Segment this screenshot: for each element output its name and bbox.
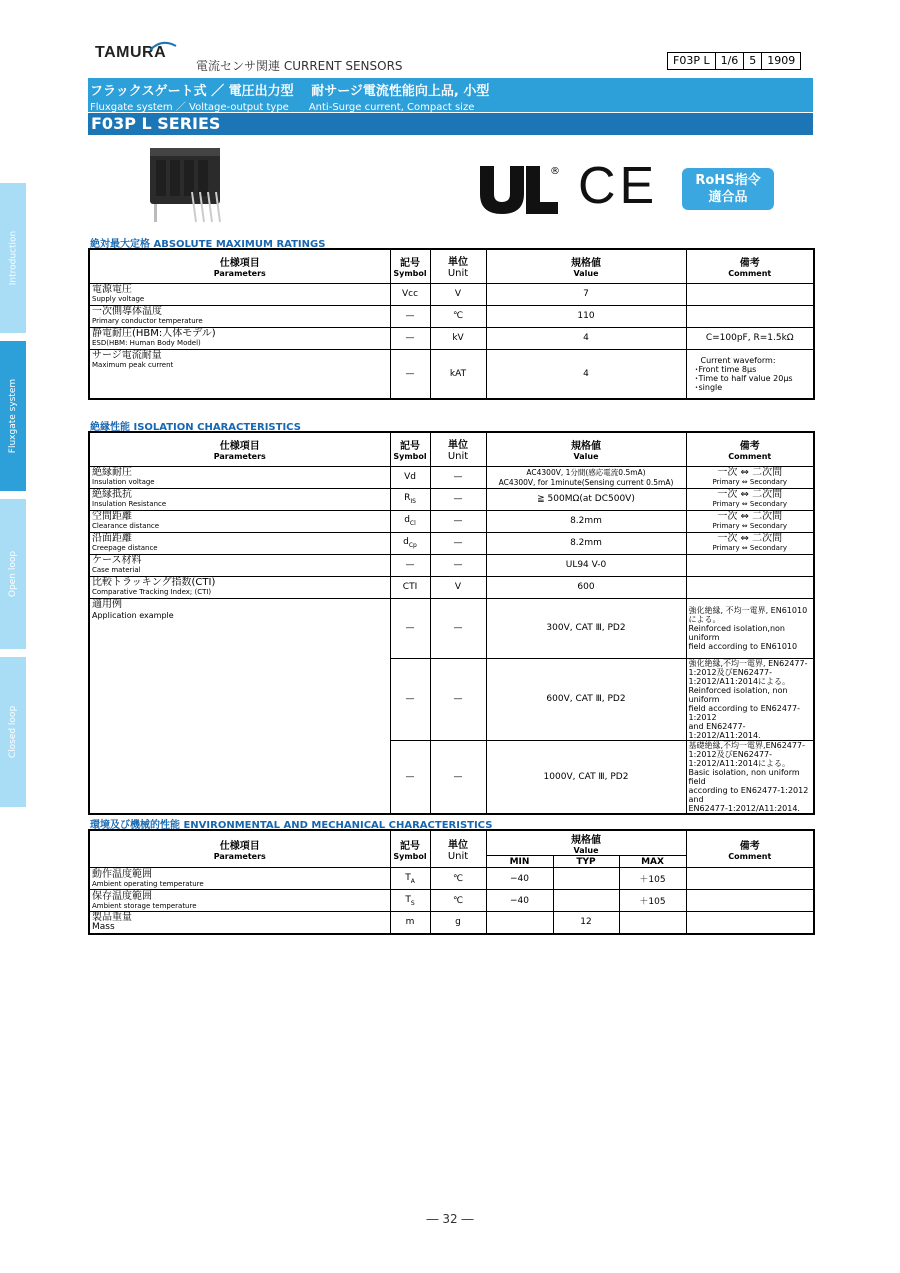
tamura-logo: TAMURA [95,44,167,61]
ul-logo-icon [476,160,566,216]
rohs-line1: RoHS指令 [695,173,761,188]
series-bar [88,113,813,135]
doc-id-box [667,52,801,70]
table-row: 電源電圧 Supply voltage Vcc V 7 [89,283,814,305]
table-row: 適用例 Application example — — 300V, CAT Ⅲ, PD2 強化絶縁, 不均一電界, EN61010 による。 Reinforced isolation,non uniform field according to EN61010 [89,598,814,658]
series-title: F03P L SERIES [91,114,221,133]
side-tab-closed-loop[interactable]: Closed loop [0,657,26,807]
isolation-table: 仕様項目 Parameters 記号 Symbol 単位 Unit 規格値 Value 備考 Comment 絶縁耐圧 Insulation voltage Vd — AC4300V, 1分間(感応電流0.5mA) AC4300V, for 1minute(Sensing current 0.5mA) 一次 ⇔ 二次間 Primary ⇔ Secondary 絶縁抵抗 Insulation Resistance $R_{IS}$ — ≧ 500MΩ(at DC500V) 一次 ⇔ 二次間 Primary ⇔ Secondary 空間距離 Clearance distance $d_{Cl}$ — 8.2mm 一次 ⇔ 二次間 Primary ⇔ Secondary 沿面距離 Creepage distance $d_{Cp}$ — 8.2mm 一次 ⇔ 二次間 Primary ⇔ Secondary ケース材料 Case material — — UL94 V-0 比較トラッキング指数(CTI) Comparative Tracking Index; (CTI) CTI V 600 適用例 Application example — — 300V, CAT Ⅲ, PD2 強化絶縁, 不均一電界, EN61010 による。 Reinforced isolation,non uniform field according to EN61010 — — 600V, CAT Ⅲ, PD2 強化絶縁,不均一電界, EN62477- 1:2012及びEN62477- 1:2012/A11:2014による。 Reinforced isolation, non uniform field according to EN62477-1:2012 and EN62477-1:2012/A11:2014. — — 1000V, CAT Ⅲ, PD2 基礎絶縁,不均一電界,EN62477- 1:2012及びEN62477- 1:2012/A11:2014による。 Basic isolation, non uniform field according to EN62477-1:2012 and EN62477-1:2012/A11:2014. [88,431,815,815]
title-jp: フラックスゲート式 ／ 電圧出力型 耐サージ電流性能向上品, 小型 [90,84,490,99]
product-image [146,142,236,227]
table-row: サージ電流耐量 Maximum peak current — kAT 4 Current waveform: ･Front time 8μs ･Time to half value 20μs ･single [89,349,814,399]
ce-mark: CE [578,157,659,215]
table-row: ケース材料 Case material — — UL94 V-0 [89,554,814,576]
col-parameters: 仕様項目 Parameters [89,249,390,283]
col-unit: 単位 Unit [430,249,486,283]
table-row: 絶縁耐圧 Insulation voltage Vd — AC4300V, 1分間(感応電流0.5mA) AC4300V, for 1minute(Sensing current 0.5mA) 一次 ⇔ 二次間 Primary ⇔ Secondary [89,466,814,488]
table-row: — — 600V, CAT Ⅲ, PD2 強化絶縁,不均一電界, EN62477- 1:2012及びEN62477- 1:2012/A11:2014による。 Reinforced isolation, non uniform field according to EN62477-1:2012 and EN62477-1:2012/A11:2014. [89,658,814,740]
table-row: 空間距離 Clearance distance $d_{Cl}$ — 8.2mm 一次 ⇔ 二次間 Primary ⇔ Secondary [89,510,814,532]
table-row: — — 1000V, CAT Ⅲ, PD2 基礎絶縁,不均一電界,EN62477- 1:2012及びEN62477- 1:2012/A11:2014による。 Basic isolation, non uniform field according to EN62477-1:2012 and EN62477-1:2012/A11:2014. [89,740,814,814]
page-number: ― 32 ― [426,1212,474,1226]
side-tab-open-loop[interactable]: Open loop [0,499,26,649]
doc-id-page: 1/6 [715,53,744,69]
abs-max-title: 絶対最大定格 ABSOLUTE MAXIMUM RATINGS [90,239,326,250]
col-value: 規格値 Value [486,249,686,283]
table-row: 静電耐圧(HBM:人体モデル) ESD(HBM: Human Body Model) — kV 4 C=100pF, R=1.5kΩ [89,327,814,349]
table-row: 動作温度範囲 Ambient operating temperature $T_A$ ℃ −40 ＋105 [89,868,814,890]
environment-title: 環境及び機械的性能 ENVIRONMENTAL AND MECHANICAL CHARACTERISTICS [90,820,493,831]
header-category: 電流センサ関連 CURRENT SENSORS [196,59,403,73]
rohs-line2: 適合品 [708,190,748,205]
table-row: 一次側導体温度 Primary conductor temperature — ℃ 110 [89,305,814,327]
rohs-badge [682,168,774,210]
col-comment: 備考 Comment [686,249,814,283]
environment-table: 仕様項目 Parameters 記号 Symbol 単位 Unit 規格値 Value 備考 Comment MIN TYP MAX 動作温度範囲 Ambient operating temperature $T_A$ ℃ −40 ＋105 保存温度範囲 Ambient storage temperature $T_S$ ℃ −40 ＋105 製品重量 Mass m g 12 [88,829,815,935]
side-tab-fluxgate[interactable]: Fluxgate system [0,341,26,491]
doc-id-model: F03P L [673,54,710,67]
table-row: 絶縁抵抗 Insulation Resistance $R_{IS}$ — ≧ 500MΩ(at DC500V) 一次 ⇔ 二次間 Primary ⇔ Secondary [89,488,814,510]
isolation-title: 絶縁性能 ISOLATION CHARACTERISTICS [90,422,301,433]
col-symbol: 記号 Symbol [390,249,430,283]
table-row: 沿面距離 Creepage distance $d_{Cp}$ — 8.2mm 一次 ⇔ 二次間 Primary ⇔ Secondary [89,532,814,554]
table-row: 保存温度範囲 Ambient storage temperature $T_S$ ℃ −40 ＋105 [89,890,814,912]
ul-registered-mark: ® [550,166,560,177]
doc-id-rev: 5 [743,53,761,69]
title-bar [88,78,813,112]
abs-max-table [88,248,815,400]
table-row: 比較トラッキング指数(CTI) Comparative Tracking Index; (CTI) CTI V 600 [89,576,814,598]
doc-id-date: 1909 [761,53,800,69]
table-row: 製品重量 Mass m g 12 [89,912,814,934]
logo-swoosh-icon [148,40,178,52]
side-tab-introduction[interactable]: Introduction [0,183,26,333]
title-en: Fluxgate system ／ Voltage-output type Anti-Surge current, Compact size [90,102,475,113]
